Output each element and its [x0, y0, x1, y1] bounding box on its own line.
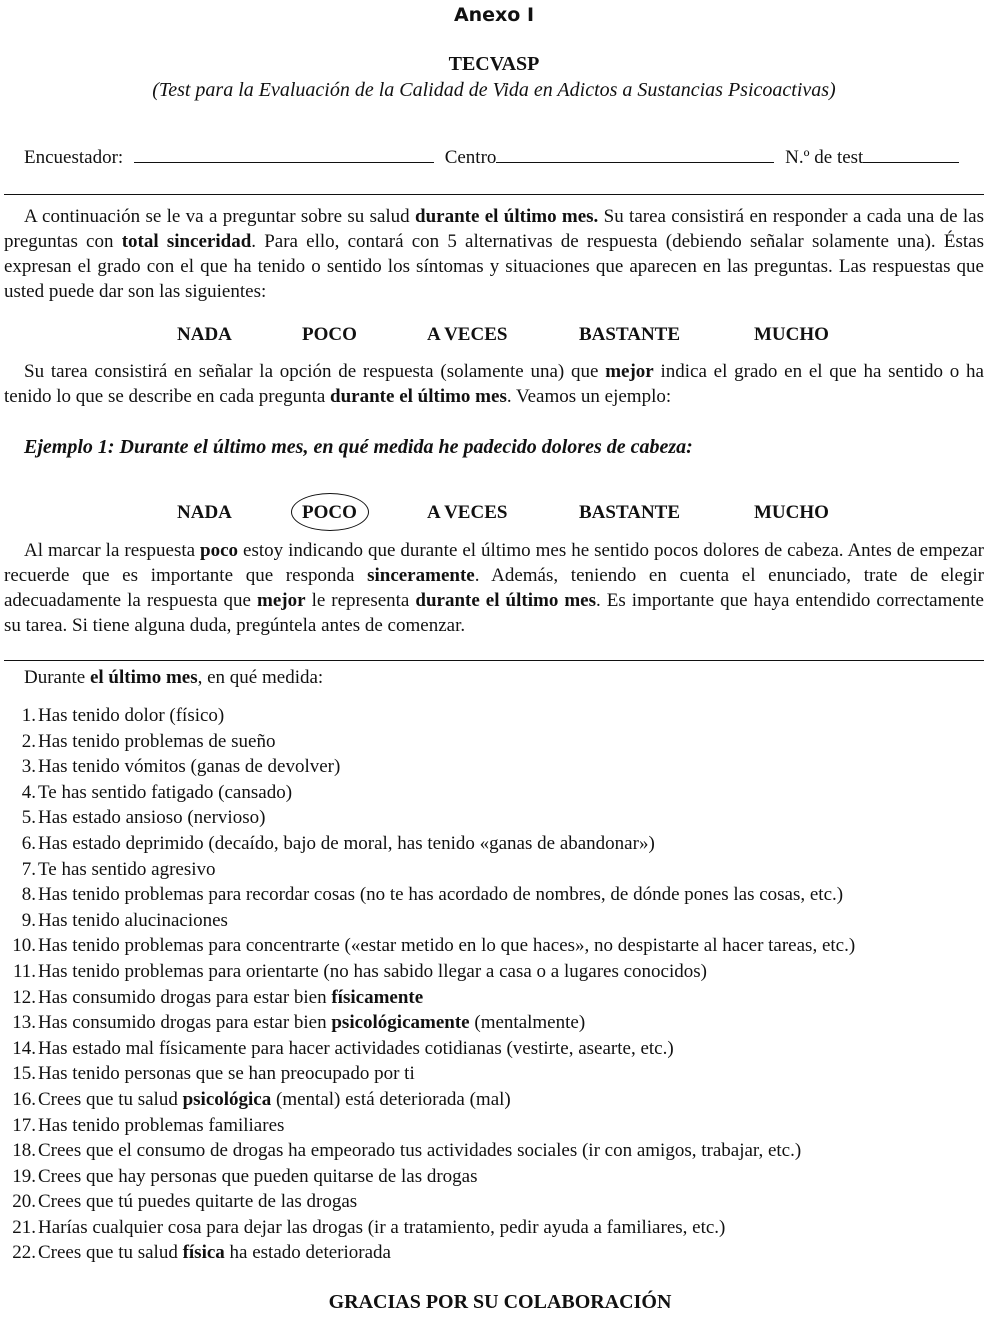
scale-option-a-veces: A VECES — [427, 324, 508, 345]
question-item — [4, 1010, 984, 1036]
questions-lead — [24, 665, 323, 690]
header-fields — [24, 142, 984, 170]
interviewer-field[interactable] — [134, 142, 434, 163]
emphasis: mejor — [257, 590, 306, 611]
test-number-label: N.º de test — [785, 147, 864, 168]
text-run: Durante — [24, 667, 90, 688]
text-run: . Para ello, contará con 5 alternativas de respuesta (debiendo señalar solamente una). Éstas expresan el grado con el que ha tenido o sentido los síntomas y situaciones que aparecen en las preguntas. Las respuestas que usted puede dar son las siguientes: — [4, 231, 984, 302]
question-number: 11. — [12, 960, 36, 982]
question-number: 16. — [12, 1088, 36, 1110]
question-item — [4, 908, 984, 934]
section-divider — [4, 660, 984, 661]
scale-option-bastante: BASTANTE — [579, 324, 681, 345]
question-number: 12. — [12, 986, 36, 1008]
question-text: Crees que hay personas que pueden quitarse de las drogas — [38, 1165, 478, 1187]
question-item — [4, 1164, 984, 1190]
question-emphasis: psicológica — [182, 1088, 272, 1110]
question-text: Has estado deprimido (decaído, bajo de moral, has tenido «ganas de abandonar») — [38, 832, 655, 854]
question-item — [4, 831, 984, 857]
emphasis: el último mes — [89, 667, 198, 688]
question-item — [4, 703, 984, 729]
instructions-paragraph-1 — [4, 204, 984, 304]
question-text: Has tenido personas que se han preocupado por ti — [38, 1063, 415, 1085]
question-text: Has tenido alucinaciones — [38, 909, 228, 931]
emphasis: durante el último mes. — [415, 206, 599, 227]
test-subtitle: (Test para la Evaluación de la Calidad de Vida en Adictos a Sustancias Psicoactivas) — [152, 79, 836, 101]
question-emphasis: física — [182, 1242, 225, 1264]
test-title: TECVASP — [448, 53, 540, 75]
text-run: le representa — [305, 590, 416, 611]
selected-answer-circle — [291, 493, 369, 531]
question-text: Has tenido problemas de sueño — [38, 730, 276, 752]
emphasis: mejor — [605, 361, 654, 382]
question-item — [4, 1036, 984, 1062]
instructions-paragraph-2 — [4, 359, 984, 409]
emphasis: durante el último mes — [330, 386, 507, 407]
emphasis: total sinceridad — [121, 231, 252, 252]
question-item — [4, 1215, 984, 1241]
question-item — [4, 729, 984, 755]
question-item — [4, 780, 984, 806]
interviewer-label: Encuestador: — [24, 147, 124, 168]
question-item — [4, 985, 984, 1011]
question-text: Has tenido dolor (físico) — [38, 705, 225, 726]
text-run: . Es importante que haya entendido correctamente su tarea. Si tiene alguna duda, pregúntela antes de comenzar. — [4, 590, 984, 636]
question-item — [4, 1240, 984, 1266]
center-field[interactable] — [496, 142, 774, 163]
text-run: estoy indicando que durante el último mes he sentido pocos dolores de cabeza. Antes de empezar recuerde que es importante que responda — [4, 540, 984, 586]
question-text: Has tenido problemas familiares — [38, 1114, 285, 1136]
question-number: 6. — [21, 832, 36, 854]
question-text: Has estado ansioso (nervioso) — [38, 807, 266, 829]
question-item — [4, 1061, 984, 1087]
text-run: indica el grado en el que ha sentido o ha tenido lo que se describe en cada pregunta — [4, 361, 984, 407]
question-text: Te has sentido agresivo — [38, 858, 216, 880]
instructions-paragraph-3 — [4, 538, 984, 638]
question-text: Has tenido problemas para orientarte (no has sabido llegar a casa o a lugares conocidos) — [38, 960, 707, 982]
text-run: , en qué medida: — [197, 667, 324, 688]
question-number: 8. — [21, 884, 36, 906]
question-emphasis: psicológicamente — [331, 1012, 470, 1034]
question-number: 7. — [21, 858, 36, 880]
question-item — [4, 857, 984, 883]
question-text: (mentalmente) — [469, 1012, 586, 1034]
scale-option-poco: POCO — [302, 324, 357, 345]
emphasis: durante el último mes — [415, 590, 596, 611]
response-scale — [4, 322, 984, 352]
question-text: Crees que tú puedes quitarte de las drogas — [38, 1191, 358, 1213]
example-option-a-veces: A VECES — [427, 502, 508, 523]
center-label: Centro — [444, 147, 497, 168]
example-scale — [4, 500, 984, 530]
question-text: Has consumido drogas para estar bien — [38, 1012, 332, 1034]
section-divider — [4, 194, 984, 195]
question-item — [4, 882, 984, 908]
question-number: 5. — [21, 807, 36, 829]
question-item — [4, 1138, 984, 1164]
question-text: Crees que tu salud — [38, 1242, 183, 1264]
question-text: Has tenido problemas para recordar cosas (no te has acordado de nombres, de dónde pones las cosas, etc.) — [38, 884, 844, 906]
question-item — [4, 1113, 984, 1139]
question-number: 13. — [12, 1012, 36, 1034]
question-text: Has tenido vómitos (ganas de devolver) — [38, 756, 341, 778]
question-text: Crees que el consumo de drogas ha empeorado tus actividades sociales (ir con amigos, trabajar, etc.) — [38, 1140, 802, 1162]
example-heading: Ejemplo 1: Durante el último mes, en qué medida he padecido dolores de cabeza: — [24, 436, 693, 458]
question-number: 15. — [12, 1063, 36, 1085]
annex-label: Anexo I — [453, 4, 535, 26]
question-number: 10. — [12, 935, 36, 957]
question-number: 21. — [12, 1216, 36, 1238]
question-number: 4. — [21, 781, 36, 803]
question-emphasis: físicamente — [331, 986, 424, 1008]
text-run: Su tarea consistirá en señalar la opción de respuesta (solamente una) que — [24, 361, 606, 382]
example-option-poco: POCO — [302, 502, 357, 523]
example-option-nada: NADA — [177, 502, 232, 523]
question-text: Has consumido drogas para estar bien — [38, 986, 332, 1008]
question-item — [4, 1087, 984, 1113]
text-run: Su tarea consistirá en responder a cada una de las preguntas con — [4, 206, 984, 252]
question-number: 1. — [21, 705, 36, 726]
question-list — [4, 703, 984, 1266]
question-item — [4, 959, 984, 985]
question-text: ha estado deteriorada — [224, 1242, 391, 1264]
example-option-mucho: MUCHO — [754, 502, 829, 523]
text-run: . Además, teniendo en cuenta el enunciado, trate de elegir adecuadamente la respuesta que — [4, 565, 984, 611]
question-text: Harías cualquier cosa para dejar las drogas (ir a tratamiento, pedir ayuda a familiares, etc.) — [38, 1216, 726, 1238]
question-item — [4, 754, 984, 780]
question-item — [4, 1189, 984, 1215]
example-option-bastante: BASTANTE — [579, 502, 681, 523]
scale-option-nada: NADA — [177, 324, 232, 345]
question-number: 3. — [21, 756, 36, 778]
question-number: 17. — [12, 1114, 36, 1136]
question-text: Crees que tu salud — [38, 1088, 183, 1110]
test-number-field[interactable] — [863, 142, 959, 163]
question-text: Has tenido problemas para concentrarte («estar metido en lo que haces», no despistarte al hacer tareas, etc.) — [38, 935, 856, 957]
question-item — [4, 933, 984, 959]
question-text: (mental) está deteriorada (mal) — [271, 1088, 511, 1110]
text-run: A continuación se le va a preguntar sobre su salud — [24, 206, 416, 227]
question-number: 19. — [12, 1165, 36, 1187]
question-number: 2. — [21, 730, 36, 752]
thanks-footer: GRACIAS POR SU COLABORACIÓN — [328, 1291, 672, 1313]
question-text: Has estado mal físicamente para hacer actividades cotidianas (vestirte, asearte, etc.) — [38, 1037, 674, 1059]
question-number: 20. — [12, 1191, 36, 1213]
emphasis: poco — [200, 540, 239, 561]
text-run: . Veamos un ejemplo: — [506, 386, 672, 407]
text-run: Al marcar la respuesta — [24, 540, 201, 561]
question-text: Te has sentido fatigado (cansado) — [38, 781, 293, 803]
question-number: 22. — [12, 1242, 36, 1264]
question-number: 18. — [12, 1140, 36, 1162]
question-number: 9. — [21, 909, 36, 931]
emphasis: sinceramente — [367, 565, 475, 586]
question-number: 14. — [12, 1037, 36, 1059]
scale-option-mucho: MUCHO — [754, 324, 829, 345]
question-item — [4, 805, 984, 831]
